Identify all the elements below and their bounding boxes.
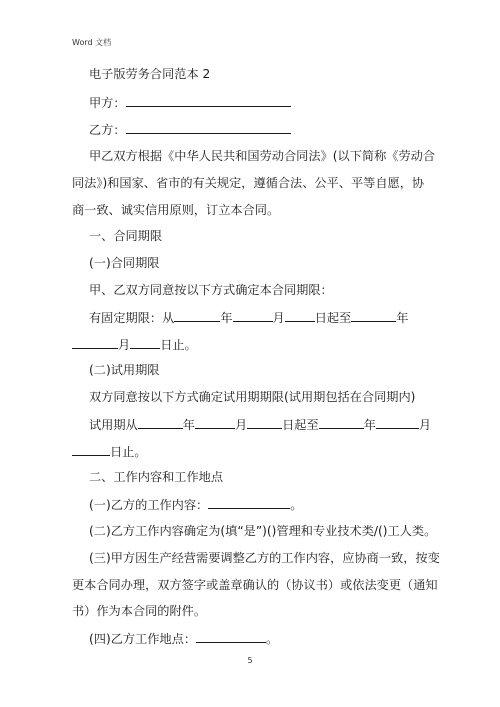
section-2-3-line-2: 更本合同办理，双方签字或盖章确认的（协议书）或依法变更（通知 <box>72 578 438 592</box>
page-header: Word 文档 <box>72 38 112 47</box>
day-end-label: 日止。 <box>110 445 147 459</box>
day-end-label: 日止。 <box>160 338 197 352</box>
section-2-4-line <box>89 631 278 646</box>
party-a-line <box>89 95 291 110</box>
year-label: 年 <box>363 418 376 432</box>
fixed-start-year-blank <box>174 310 220 322</box>
party-b-blank <box>126 122 291 134</box>
section-2-1-label: (一)乙方的工作内容： <box>89 498 209 512</box>
month-label: 月 <box>118 338 131 352</box>
fixed-start-day-blank <box>285 310 315 322</box>
intro-paragraph-line-3: 商一致、诚实信用原则，订立本合同。 <box>72 203 280 217</box>
party-a-label: 甲方： <box>89 96 126 110</box>
section-2-4-label: (四)乙方工作地点： <box>89 632 197 646</box>
fixed-term-label: 有固定期限：从 <box>89 311 175 325</box>
fixed-start-month-blank <box>233 310 273 322</box>
probation-label: 试用期从 <box>89 418 138 432</box>
section-2-3-line-3: 书）作为本合同的附件。 <box>72 604 207 618</box>
probation-start-year-blank <box>138 417 183 429</box>
probation-line <box>89 417 431 432</box>
period-mark: 。 <box>290 498 303 512</box>
probation-start-day-blank <box>247 417 282 429</box>
month-label: 月 <box>272 311 285 325</box>
work-content-blank <box>208 497 290 509</box>
fixed-term-line <box>89 310 408 325</box>
page-number: 5 <box>247 656 253 665</box>
party-a-blank <box>126 95 291 107</box>
year-label: 年 <box>220 311 233 325</box>
from-day-label: 日起至 <box>282 418 319 432</box>
month-label: 月 <box>418 418 432 432</box>
section-2-2-text: (二)乙方工作内容确定为(填“是”)()管理和专业技术类/()工人类。 <box>89 524 437 538</box>
fixed-term-line-2 <box>72 337 197 352</box>
section-1-1-heading: (一)合同期限 <box>89 256 160 270</box>
party-b-label: 乙方： <box>89 123 126 137</box>
fixed-end-year-blank <box>351 310 396 322</box>
probation-end-day-blank <box>72 444 110 456</box>
year-label: 年 <box>182 418 195 432</box>
period-mark: 。 <box>266 632 279 646</box>
year-label: 年 <box>396 311 409 325</box>
section-1-heading: 一、合同期限 <box>89 229 163 243</box>
section-2-3-line-1: (三)甲方因生产经营需要调整乙方的工作内容，应协商一致，按变 <box>89 551 440 565</box>
section-1-2-heading: (二)试用期限 <box>89 363 160 377</box>
work-location-blank <box>196 631 266 643</box>
section-2-1-line <box>89 497 302 512</box>
section-2-heading: 二、工作内容和工作地点 <box>89 470 224 484</box>
from-day-label: 日起至 <box>314 311 352 325</box>
probation-text: 双方同意按以下方式确定试用期期限(试用期包括在合同期内) <box>89 390 416 404</box>
month-label: 月 <box>234 418 248 432</box>
section-1-1-text: 甲、乙双方同意按以下方式确定本合同期限： <box>89 283 333 297</box>
probation-line-2 <box>72 444 147 459</box>
fixed-end-month-blank <box>72 337 118 349</box>
probation-end-month-blank <box>376 417 419 429</box>
intro-paragraph-line-2: 同法》)和国家、省市的有关规定，遵循合法、公平、平等自愿，协 <box>72 176 425 190</box>
probation-end-year-blank <box>319 417 364 429</box>
fixed-end-day-blank <box>130 337 160 349</box>
probation-start-month-blank <box>195 417 235 429</box>
party-b-line <box>89 122 291 137</box>
contract-title: 电子版劳务合同范本 2 <box>89 67 211 81</box>
intro-paragraph-line-1: 甲乙双方根据《中华人民共和国劳动合同法》(以下简称《劳动合 <box>89 149 436 163</box>
